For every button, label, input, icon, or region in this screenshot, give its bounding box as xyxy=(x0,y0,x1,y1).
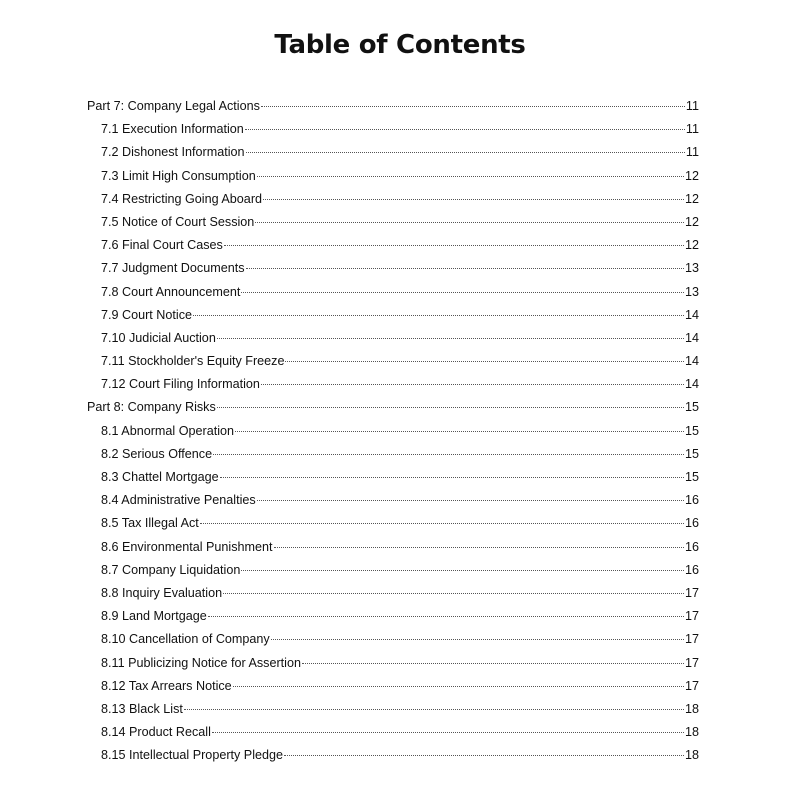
toc-section-entry[interactable] xyxy=(87,281,699,304)
toc-entry-label: 7.4 Restricting Going Aboard xyxy=(101,191,263,206)
toc-section-entry[interactable] xyxy=(87,118,699,141)
toc-section-entry[interactable] xyxy=(87,744,699,767)
dot-leader xyxy=(263,198,684,200)
toc-entry-label: 8.4 Administrative Penalties xyxy=(101,493,256,508)
toc-section-entry[interactable] xyxy=(87,304,699,327)
toc-section-entry[interactable] xyxy=(87,350,699,373)
toc-entry-label: 8.2 Serious Offence xyxy=(101,446,213,461)
toc-section-entry[interactable] xyxy=(87,327,699,350)
toc-entry-page-number: 14 xyxy=(684,307,699,322)
toc-entry-page-number: 12 xyxy=(684,238,699,253)
dot-leader xyxy=(223,592,684,594)
toc-entry-label: 8.1 Abnormal Operation xyxy=(101,423,235,438)
toc-section-entry[interactable] xyxy=(87,536,699,559)
toc-entry-label: 8.12 Tax Arrears Notice xyxy=(101,678,232,693)
toc-section-entry[interactable] xyxy=(87,512,699,535)
toc-entry-label: 7.5 Notice of Court Session xyxy=(101,214,255,229)
toc-entry-page-number: 18 xyxy=(684,725,699,740)
toc-list xyxy=(87,95,699,767)
toc-entry-page-number: 17 xyxy=(684,655,699,670)
dot-leader xyxy=(217,337,684,339)
toc-entry-page-number: 12 xyxy=(684,168,699,183)
toc-entry-label: 7.3 Limit High Consumption xyxy=(101,168,256,183)
dot-leader xyxy=(208,615,684,617)
dot-leader xyxy=(184,708,684,710)
toc-section-entry[interactable] xyxy=(87,188,699,211)
dot-leader xyxy=(213,453,684,455)
dot-leader xyxy=(212,731,684,733)
dot-leader xyxy=(257,175,684,177)
dot-leader xyxy=(255,221,684,223)
dot-leader xyxy=(233,685,684,687)
toc-section-entry[interactable] xyxy=(87,443,699,466)
toc-section-entry[interactable] xyxy=(87,466,699,489)
dot-leader xyxy=(261,105,685,107)
toc-entry-page-number: 16 xyxy=(684,493,699,508)
dot-leader xyxy=(200,522,684,524)
toc-part-entry[interactable] xyxy=(87,396,699,419)
toc-entry-page-number: 16 xyxy=(684,562,699,577)
toc-section-entry[interactable] xyxy=(87,489,699,512)
toc-entry-page-number: 18 xyxy=(684,701,699,716)
dot-leader xyxy=(220,476,684,478)
toc-entry-page-number: 18 xyxy=(684,748,699,763)
toc-entry-page-number: 17 xyxy=(684,678,699,693)
toc-section-entry[interactable] xyxy=(87,698,699,721)
toc-entry-page-number: 17 xyxy=(684,632,699,647)
toc-entry-page-number: 16 xyxy=(684,539,699,554)
toc-entry-label: 7.7 Judgment Documents xyxy=(101,261,245,276)
toc-entry-label: 7.11 Stockholder's Equity Freeze xyxy=(101,354,285,369)
toc-entry-page-number: 14 xyxy=(684,330,699,345)
toc-section-entry[interactable] xyxy=(87,234,699,257)
toc-entry-page-number: 17 xyxy=(684,609,699,624)
toc-entry-page-number: 13 xyxy=(684,261,699,276)
toc-entry-page-number: 13 xyxy=(684,284,699,299)
toc-entry-label: 8.11 Publicizing Notice for Assertion xyxy=(101,655,301,670)
toc-section-entry[interactable] xyxy=(87,373,699,396)
toc-entry-label: 8.13 Black List xyxy=(101,701,183,716)
toc-entry-label: 7.6 Final Court Cases xyxy=(101,238,223,253)
toc-section-entry[interactable] xyxy=(87,628,699,651)
toc-section-entry[interactable] xyxy=(87,605,699,628)
toc-section-entry[interactable] xyxy=(87,721,699,744)
toc-entry-label: 8.10 Cancellation of Company xyxy=(101,632,270,647)
toc-section-entry[interactable] xyxy=(87,141,699,164)
dot-leader xyxy=(285,360,684,362)
dot-leader xyxy=(246,267,684,269)
toc-entry-page-number: 11 xyxy=(685,99,699,113)
toc-section-entry[interactable] xyxy=(87,559,699,582)
dot-leader xyxy=(284,754,684,756)
dot-leader xyxy=(261,383,684,385)
toc-entry-label: 8.6 Environmental Punishment xyxy=(101,539,273,554)
toc-entry-label: 8.15 Intellectual Property Pledge xyxy=(101,748,284,763)
dot-leader xyxy=(246,151,685,153)
toc-entry-page-number: 12 xyxy=(684,191,699,206)
toc-entry-label: 7.12 Court Filing Information xyxy=(101,377,260,392)
toc-entry-label: 8.8 Inquiry Evaluation xyxy=(101,585,223,600)
toc-entry-label: 8.14 Product Recall xyxy=(101,725,211,740)
toc-entry-label: 7.10 Judicial Auction xyxy=(101,330,216,345)
toc-entry-label: 7.8 Court Announcement xyxy=(101,284,241,299)
dot-leader xyxy=(241,569,684,571)
toc-entry-page-number: 12 xyxy=(684,214,699,229)
toc-section-entry[interactable] xyxy=(87,211,699,234)
toc-entry-label: 7.9 Court Notice xyxy=(101,307,192,322)
toc-entry-label: Part 7: Company Legal Actions xyxy=(87,99,260,113)
dot-leader xyxy=(235,430,684,432)
dot-leader xyxy=(274,546,684,548)
toc-section-entry[interactable] xyxy=(87,652,699,675)
page-title: Table of Contents xyxy=(274,30,526,60)
toc-section-entry[interactable] xyxy=(87,165,699,188)
dot-leader xyxy=(271,638,684,640)
dot-leader xyxy=(224,244,684,246)
toc-entry-page-number: 15 xyxy=(684,446,699,461)
toc-entry-label: 8.5 Tax Illegal Act xyxy=(101,516,199,531)
toc-section-entry[interactable] xyxy=(87,582,699,605)
dot-leader xyxy=(193,314,684,316)
toc-entry-page-number: 15 xyxy=(684,423,699,438)
toc-part-entry[interactable] xyxy=(87,95,699,118)
dot-leader xyxy=(257,499,684,501)
toc-section-entry[interactable] xyxy=(87,675,699,698)
toc-entry-label: 8.9 Land Mortgage xyxy=(101,609,207,624)
toc-entry-page-number: 15 xyxy=(684,400,699,415)
toc-entry-page-number: 11 xyxy=(685,145,699,160)
toc-entry-page-number: 14 xyxy=(684,354,699,369)
toc-entry-page-number: 15 xyxy=(684,470,699,484)
toc-entry-label: Part 8: Company Risks xyxy=(87,400,216,415)
toc-section-entry[interactable] xyxy=(87,420,699,443)
toc-section-entry[interactable] xyxy=(87,257,699,280)
toc-entry-label: 7.1 Execution Information xyxy=(101,122,244,137)
toc-entry-label: 7.2 Dishonest Information xyxy=(101,145,245,160)
dot-leader xyxy=(241,291,684,293)
dot-leader xyxy=(217,406,684,408)
dot-leader xyxy=(245,128,685,130)
toc-entry-page-number: 11 xyxy=(685,122,699,137)
toc-entry-label: 8.3 Chattel Mortgage xyxy=(101,470,219,484)
toc-entry-page-number: 14 xyxy=(684,377,699,392)
toc-entry-page-number: 16 xyxy=(684,516,699,531)
toc-entry-page-number: 17 xyxy=(684,585,699,600)
dot-leader xyxy=(302,662,684,664)
toc-entry-label: 8.7 Company Liquidation xyxy=(101,562,241,577)
